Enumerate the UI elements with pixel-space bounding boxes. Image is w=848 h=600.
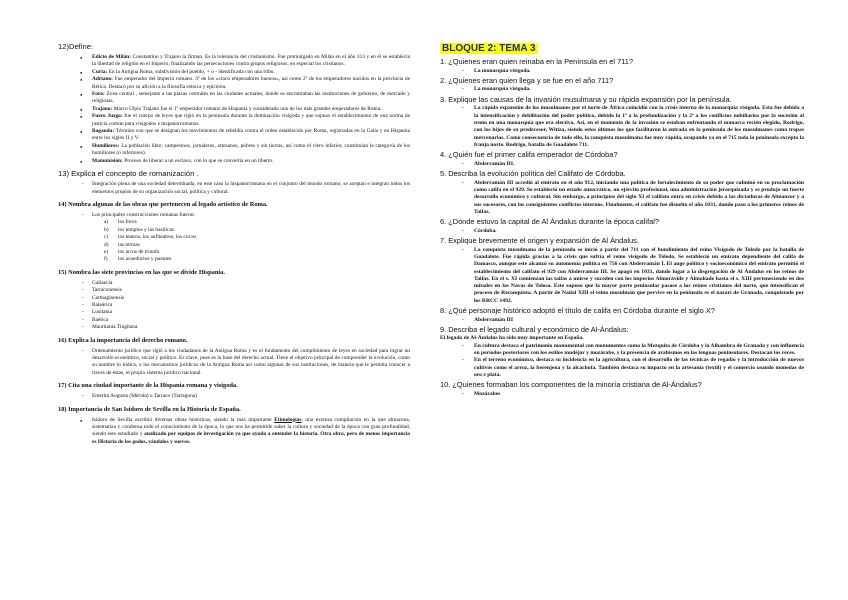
list-item-text: los acueductos y puentes — [118, 256, 172, 263]
definition-term: Foro: — [92, 91, 105, 98]
province-item: - Lusitania — [58, 309, 410, 316]
answer-intro: El legado de Al-Ándalus ha sido muy importante en España. — [440, 335, 584, 342]
list-item-marker: e) — [104, 248, 109, 255]
definition-item — [58, 128, 410, 143]
answer: - Mozárabes — [440, 391, 804, 398]
definitions-list — [58, 54, 410, 165]
definition-term: Manumisión: — [92, 157, 123, 164]
definition-term: Adriano: — [92, 76, 113, 83]
answer-13: - Integración plena de una sociedad determinada, en este caso la hispanorromana en el conjunto del mundo romano; se aceptan e integran todos los elementos propios de su organización social, política y cultural. — [58, 181, 410, 196]
question: 4. ¿Quién fue el primer califa emperador de Córdoba? — [440, 150, 618, 160]
list-item — [58, 234, 410, 241]
question-15: 15) Nombra las siete provincias en las que se divide Hispania. — [58, 268, 225, 276]
question-12: 12)Define: — [58, 42, 94, 51]
questions-list — [440, 57, 804, 398]
answer-17: - Emerita Augusta (Mérida) o Tarraco (Tarragona) — [58, 393, 410, 400]
definition-text: Proceso de liberar a un esclavo, con lo que se convertía en un liberto. — [122, 157, 274, 164]
question-14: 14) Nombra algunas de las obras que pertenecen al legado artístico de Roma. — [58, 200, 268, 208]
list-item-marker: d) — [104, 241, 109, 248]
answer: - Abderramán III — [440, 317, 804, 324]
block-title: BLOQUE 2: TEMA 3 — [442, 43, 536, 54]
question: 3. Explique las causas de la invasión musulmana y su rápida expansión por la península. — [440, 94, 732, 104]
definition-text: Zona central , semejante a las plazas centrales en las ciudades actuales, donde se encontraban las instituciones de gobierno, de mercado y religiosas. — [92, 91, 410, 105]
definition-term: Bagauda: — [92, 128, 115, 135]
question: 7. Explique brevemente el origen y expansión de Al Ándalus. — [440, 236, 639, 246]
question: 8. ¿Qué personaje histórico adoptó el título de califa en Córdoba durante el siglo X? — [440, 305, 715, 315]
definition-text: Término con que se designan los movimientos de rebeldía contra el orden establecido por Roma, registradas en la Galia y en Hispania entre los siglos II y V. — [92, 128, 410, 142]
definition-text: Constantino y Trajano la firman. Es la tolerancia del cristianismo. Fue promulgado en Milán en el año 313 y en él se establecía la libertad de religión en el Imperio, finalizando las persecuciones contra grupos religiosos, en especial los cristianos. — [92, 54, 410, 68]
question-13: 13) Explica el concepto de romanización . — [58, 169, 199, 179]
question: 5. Describa la evolución política del Califato de Córdoba. — [440, 169, 626, 179]
answer-16: - Ordenamiento jurídico que rigió a los ciudadanos de la Antigua Roma y es el fundamento del cumplimiento de leyes en sociedad para lograr un desarrollo económico, social y político. Es clave, pues es la base del derecho actual. Tiene el objetivo principal de comprender la evolución, como su nombre lo indica, o los mecanismos jurídicos de la Antigua Roma así como algunas de sus instituciones, de manera que le permita conocer a través de éstas, el propio sistema jurídico nacional. — [58, 348, 410, 378]
answer: - La rápida expansión de los musulmanes por el norte de África coincidió con la crisis interna de la monarquía visigoda. Esta fue debida a la intensificación y debilitación del poder político, debido la 1ª a la profundización y la 2ª a los conflictos nobiliarios por la sucesión al trono en una monarquía que era electiva. Así, en el momento de la invasión se estaban enfrentando el monarca recién elegido, Rodrigo, con los hijos de su predecesor, Witiza, siendo estos últimos los que facilitaron la entrada en la península de los musulmanes como tropas mercenarias. Como consecuencia de todo ello, la conquista musulmana fue muy rápida, ocupando ya en el 715 toda la península excepto la franja norte. Rodrigo, batalla de Guadalete 711. — [440, 105, 804, 149]
question: 2. ¿Quienes eran quien llega y se fue en el año 711? — [440, 75, 614, 85]
list-item-text: los teatros, los anfiteatros, los circos — [118, 234, 197, 241]
definition-item — [58, 143, 410, 158]
definition-term: Trajano: — [92, 105, 113, 112]
list-item-text: los arcos de triunfo — [118, 248, 160, 255]
province-item: - Carthaginensis — [58, 295, 410, 302]
answer: - Abderramán III accedió al emirato en el año 912, iniciando una política de fortalecimiento de su poder que culminó en su proclamación como califa en el 929. Se estableció un estado autocrático, un ejército profesional, una administración jerarquizada y se produjo un fuerte desarrollo económico y cultural. Sin embargo, a principios del siglo XI el califato entra en crisis debido a las dictaduras de Almanzor y a sus sucesores, con los consiguientes conflictos internos. Finalmente, el califato fue disuelto el año 1031, dando paso a los primeros reinos de Taifas. — [440, 180, 804, 216]
list-item — [58, 219, 410, 226]
question: 1. ¿Quienes eran quien reinaba en la Península en el 711? — [440, 57, 633, 66]
answer-18 — [58, 417, 410, 447]
definition-text: Fue emperador del Imperio romano. 3º de los «cinco emperadores buenos», así como 2º de los emperadores nacidos en la provincia de Bética. Destacó por su afición a la filosofía estoica y epicúrea. — [92, 76, 410, 90]
list-item-text: las termas — [118, 241, 140, 248]
definition-item — [58, 158, 410, 165]
answer: - La monarquía visigoda. — [440, 68, 804, 75]
answer: - Córdoba. — [440, 228, 804, 235]
list-item-marker: f) — [104, 256, 108, 263]
definition-term: Edicto de Milán: — [92, 54, 131, 60]
list-item-text: los foros — [118, 219, 137, 226]
definition-item — [58, 113, 410, 128]
answer-18-bold: analizado por equipos de investigación ya que ayuda a entender la historia. Otra obra, pero de menos importancia es Historia de los godos, vándalos y suevos. — [92, 431, 410, 445]
list-item-marker: c) — [104, 234, 109, 241]
list-item-marker: b) — [104, 226, 109, 233]
answer-18-text-2: , una extensa compilación en la que almacena, sistematiza y condensa todo el conocimiento de la época, lo que nos ha permitido saber la cultura y sociedad de la época con gran profundidad, siendo este estudiado y — [92, 416, 410, 438]
list-item-text: los templos y las basílicas — [118, 226, 174, 233]
question: 9. Describa el legado cultural y económico de Al-Ándalus: — [440, 324, 629, 334]
question-17: 17) Cita una ciudad importante de la Hispania romana y visigoda. — [58, 382, 238, 390]
answer: - La conquista musulmana de la península se inició a partir del 711 con el hundimiento del reino Visigodo de Toledo por la batalla de Guadalete. Fue rápida gracias a la crisis que sufría el reino visigodo de Toledo. Se estableció un emirato dependiente del califa de Damasco, aunque este alcanzó su autonomía política en 756 con Abderramán I. El auge político y socioeconómico del emirato permitió el establecimiento del califato el 929 con Abderramán III. Se apagó en 1031, dando lugar a la disgregación de Al Ándalus en los reinos de Taifas. En el s. XI comienzan las taifas a unirse y suceden con los imperios Almorávide y Almohade hasta el s. XIII perteneciendo en dos mitades en las Navas de Tolosa. Este supuso que la mayor parte peninsular pasase a los reinos cristianos del norte, que intensifican el proceso de Reconquista. A partir de Nadal XIII el reino musulmán que pervive en la península es el nazarí de Granada, conquistado por los RRCC 1492. — [440, 247, 804, 305]
list-item — [58, 242, 410, 249]
list-item-marker: a) — [104, 219, 109, 226]
answer-14-intro: - Los principales construcciones romanas fueron: — [58, 212, 410, 219]
roman-works-list — [58, 219, 410, 263]
etimologias-term: Etimologías — [274, 416, 302, 423]
answer: - La monarquía visigoda. — [440, 86, 804, 93]
definition-term: Fuero Juzgo: — [92, 113, 123, 120]
question: 10. ¿Quienes formaban los componentes de la minoría cristiana de Al-Ándalus? — [440, 380, 702, 390]
list-item — [58, 256, 410, 263]
definition-text: La población libre, campesinos, jornaleros, artesanos, pobres y sin tierras, así como el clero inferior, constituían la categoría de los humiliores (o inferiores). — [92, 142, 410, 157]
definition-text: fue el cuerpo de leyes que rigió en la península durante la dominación visigoda y que supuso el establecimiento de una norma de justicia común para visigodos e hispanorromanos. — [92, 113, 410, 127]
question: 6. ¿Dónde estuvo la capital de Al Ándalus durante la época califal? — [440, 217, 659, 227]
left-column — [58, 38, 410, 446]
answer: - Abderramán III. — [440, 161, 804, 168]
list-item — [58, 249, 410, 256]
provinces-list — [58, 280, 410, 332]
province-item: - Gallaecia — [58, 280, 410, 287]
province-item: - Baética — [58, 317, 410, 324]
definition-term: Humiliores: — [92, 142, 120, 149]
definition-item — [58, 69, 410, 76]
definition-item — [58, 76, 410, 91]
list-item — [58, 227, 410, 234]
province-item: - Baleárica — [58, 302, 410, 309]
province-item: - Mauritania Tingitana — [58, 324, 410, 331]
province-item: - Tarraconensis — [58, 287, 410, 294]
definition-text: En la Antigua Roma, subdivisión del pueblo, + o - identificada con una tribu. — [107, 68, 275, 75]
question-18: 18) Importancia de San Isidoro de Sevilla en la Historia de España. — [58, 405, 241, 413]
question-16: 16) Explica la importancia del derecho romano. — [58, 336, 188, 344]
definition-item — [58, 91, 410, 106]
right-column — [440, 38, 804, 398]
definition-term: Curia: — [92, 68, 108, 75]
definition-text: Marco Ulpio Trajano fue el 1º emperador romano de Hispania y considerado uno de los más grandes emperadores de Roma. — [112, 105, 382, 112]
answer: - En el terreno económico, destaca su incidencia en la agricultura, con el desarrollo de las técnicas de regadío y la introducción de nuevos cultivos como el arroz, la berenjena y la alcachofa. También destaca su impacto en la artesanía (textil) y el comercio usando monedas de oro e plata. — [440, 357, 804, 379]
answer-18-text: Isidoro de Sevilla escribió diversas obras históricas, siendo la más importante — [92, 416, 275, 423]
definition-item — [58, 54, 410, 69]
answer: - En cultura destaca el patrimonio monumental con monumentos como la Mezquita de Córdoba y la Alhambra de Granada y con influencia en períodos posteriores con los estilos mudéjar y mozárabe, y la presencia de arabismos en las lenguas peninsulares. Destacan los reces. — [440, 343, 804, 358]
